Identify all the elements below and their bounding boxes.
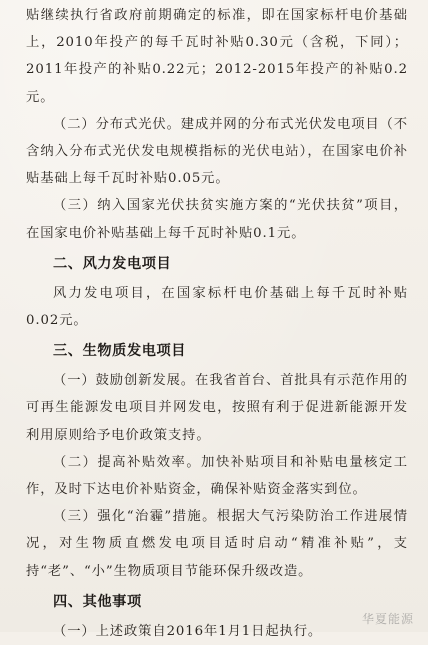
paragraph-biomass-efficiency: （二）提高补贴效率。加快补贴项目和补贴电量核定工作，及时下达电价补贴资金，确保补贴资金落实到位。 bbox=[26, 454, 408, 498]
heading-biomass-power: 三、生物质发电项目 bbox=[53, 343, 187, 360]
paragraph-biomass-innovation: （一）鼓励创新发展。在我省首台、首批具有示范作用的可再生能源发电项目并网发电，按照有利于促进新能源开发利用原则给予电价政策支持。 bbox=[26, 373, 408, 443]
paragraph-pv-poverty-alleviation: （三）纳入国家光伏扶贫实施方案的“光伏扶贫”项目，在国家电价补贴基础上每千瓦时补贴0.1元。 bbox=[26, 198, 408, 241]
paragraph-biomass-smog: （三）强化“治霾”措施。根据大气污染防治工作进展情况，对生物质直燃发电项目适时启动“精准补贴”，支持“老”、“小”生物质项目节能环保升级改造。 bbox=[26, 509, 408, 579]
paragraph-distributed-pv: （二）分布式光伏。建成并网的分布式光伏发电项目（不含纳入分布式光伏发电规模指标的光伏电站），在国家电价补贴基础上每千瓦时补贴0.05元。 bbox=[26, 116, 408, 187]
heading-other-matters: 四、其他事项 bbox=[53, 593, 142, 610]
paragraph-pv-power-station-subsidy: 贴继续执行省政府前期确定的标准，即在国家标杆电价基础上，2010年投产的每千瓦时补贴0.30元（含税，下同）；2011年投产的补贴0.22元；2012-2015年投产的补贴0.2元。 bbox=[26, 8, 408, 105]
paragraph-wind-power: 风力发电项目，在国家标杆电价基础上每千瓦时补贴0.02元。 bbox=[26, 285, 408, 329]
source-watermark: 华夏能源 bbox=[361, 612, 414, 626]
heading-wind-power: 二、风力发电项目 bbox=[53, 255, 172, 272]
paragraph-effective-date: （一）上述政策自2016年1月1日起执行。 bbox=[53, 623, 323, 639]
